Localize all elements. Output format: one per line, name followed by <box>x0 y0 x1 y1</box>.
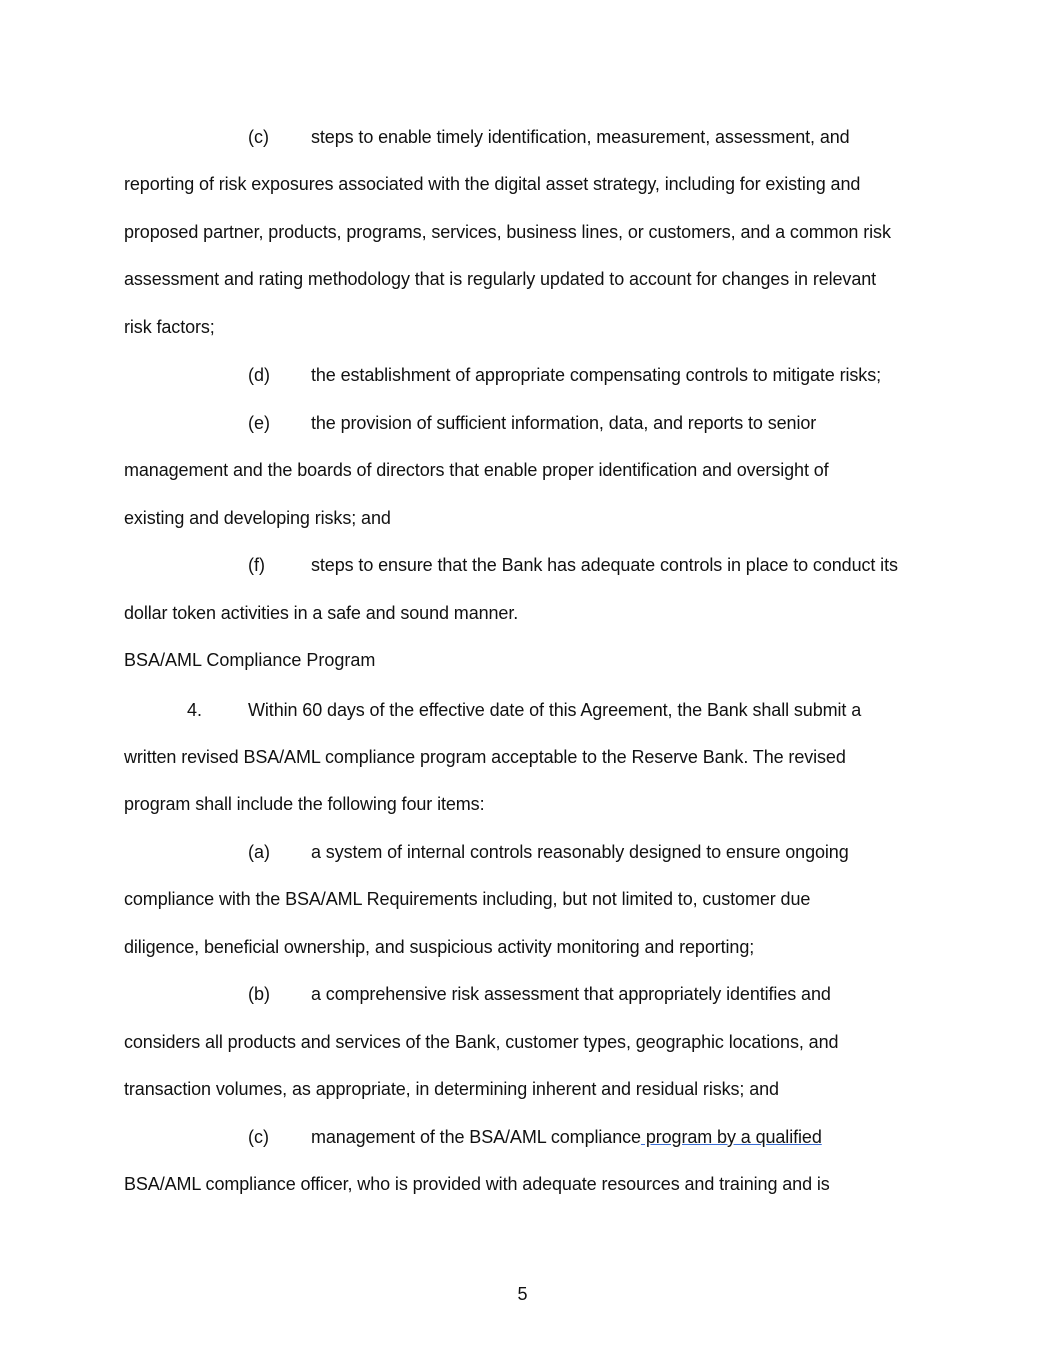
para-3f-marker: (f) <box>248 555 265 575</box>
para-3c-marker: (c) <box>248 127 269 147</box>
para-3c-line: proposed partner, products, programs, services, business lines, or customers, and a common risk <box>124 222 891 242</box>
para-4a-marker: (a) <box>248 842 270 862</box>
para-3e-marker: (e) <box>248 413 270 433</box>
para-4c-first-line-b: program by a qualified <box>640 1127 822 1147</box>
para-4-line: written revised BSA/AML compliance program acceptable to the Reserve Bank. The revised <box>124 747 846 767</box>
para-4c-line: BSA/AML compliance officer, who is provided with adequate resources and training and is <box>124 1174 830 1194</box>
para-4c-marker: (c) <box>248 1127 269 1147</box>
para-4-first-line: Within 60 days of the effective date of this Agreement, the Bank shall submit a <box>248 700 862 720</box>
para-3c-first-line: steps to enable timely identification, measurement, assessment, and <box>311 127 850 147</box>
para-4b-marker: (b) <box>248 984 270 1004</box>
para-4b-line: considers all products and services of the Bank, customer types, geographic locations, and <box>124 1032 839 1052</box>
para-3c-line: reporting of risk exposures associated with the digital asset strategy, including for existing and <box>124 174 861 194</box>
para-4-line: program shall include the following four items: <box>124 794 485 814</box>
para-3d-first-line: the establishment of appropriate compensating controls to mitigate risks; <box>311 365 881 385</box>
para-4a-line: diligence, beneficial ownership, and suspicious activity monitoring and reporting; <box>124 937 755 957</box>
section-heading: BSA/AML Compliance Program <box>124 650 376 670</box>
para-4c-first-line-a: management of the BSA/AML compliance <box>311 1127 641 1147</box>
para-4-marker: 4. <box>187 700 203 720</box>
para-3e-line: existing and developing risks; and <box>124 508 391 528</box>
para-3f-first-line: steps to ensure that the Bank has adequate controls in place to conduct its <box>311 555 898 575</box>
para-3e-first-line: the provision of sufficient information, data, and reports to senior <box>311 413 817 433</box>
para-3d-marker: (d) <box>248 365 270 385</box>
para-3c-line: assessment and rating methodology that is regularly updated to account for changes in relevant <box>124 269 877 289</box>
page-number: 5 <box>517 1284 528 1304</box>
para-4b-line: transaction volumes, as appropriate, in determining inherent and residual risks; and <box>124 1079 779 1099</box>
para-4c-first-line <box>311 1126 822 1148</box>
para-3e-line: management and the boards of directors that enable proper identification and oversight of <box>124 460 829 480</box>
para-4a-first-line: a system of internal controls reasonably designed to ensure ongoing <box>311 842 849 862</box>
para-3c-line: risk factors; <box>124 317 215 337</box>
para-4a-line: compliance with the BSA/AML Requirements including, but not limited to, customer due <box>124 889 811 909</box>
para-3f-line: dollar token activities in a safe and sound manner. <box>124 603 519 623</box>
para-4b-first-line: a comprehensive risk assessment that appropriately identifies and <box>311 984 831 1004</box>
